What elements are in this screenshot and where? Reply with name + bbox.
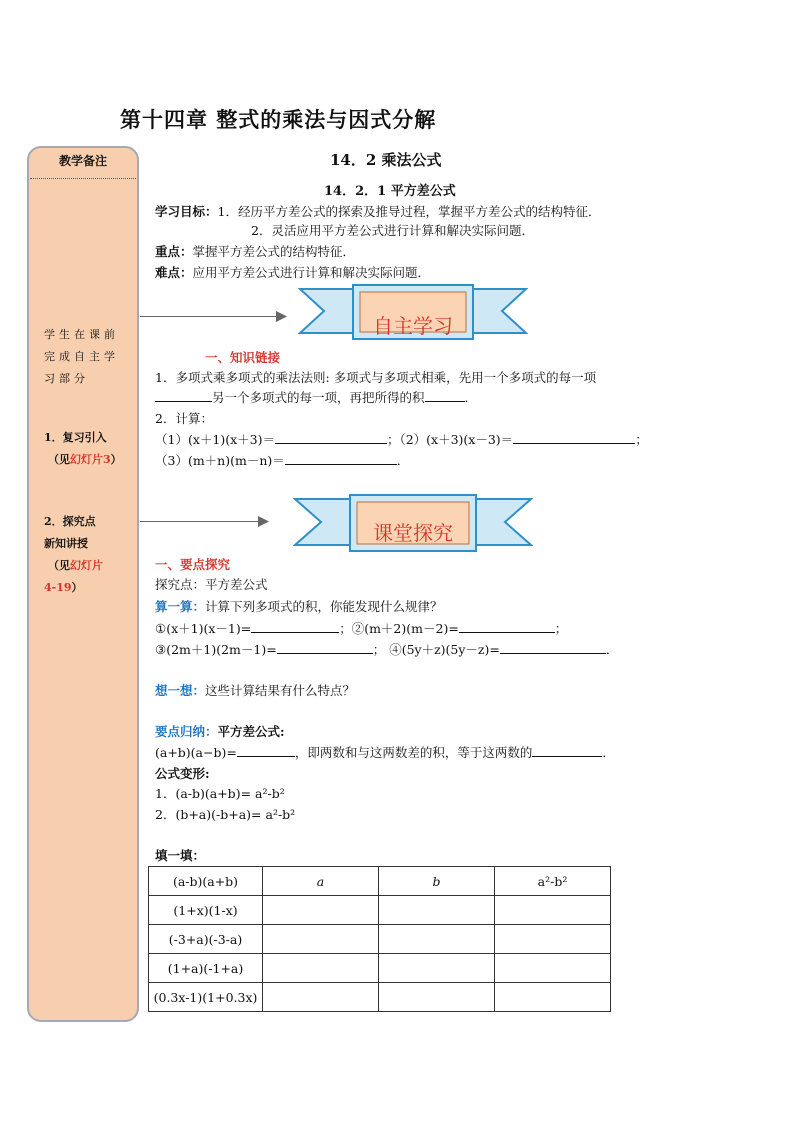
sidebar-note-line: 学生在课前 — [44, 328, 119, 341]
calc-exercise-1-2: ①(x＋1)(x－1)= ；②(m＋2)(m－2)= ； — [155, 621, 568, 636]
calc-prompt: 算一算：计算下列多项式的积，你能发现什么规律？ — [155, 599, 443, 614]
table-cell[interactable] — [263, 954, 379, 983]
think-prompt: 想一想：这些计算结果有什么特点？ — [155, 683, 356, 698]
table-cell[interactable] — [263, 983, 379, 1012]
subsection-title: 14．2．1 平方差公式 — [324, 184, 456, 199]
section-title: 14．2 乘法公式 — [330, 151, 442, 169]
explore-heading: 一、要点探究 — [155, 557, 231, 572]
difficult-point: 难点：应用平方差公式进行计算和解决实际问题． — [155, 265, 431, 280]
arrow-line — [140, 316, 280, 317]
key-point: 重点：掌握平方差公式的结构特征． — [155, 244, 356, 259]
banner-class-explore: 课堂探究 — [373, 521, 453, 545]
learning-goal-1: 学习目标：1．经历平方差公式的探索及推导过程，掌握平方差公式的结构特征． — [155, 204, 601, 219]
sidebar-heading: 教学备注 — [58, 154, 107, 168]
calc-exercise-3-4: ③(2m＋1)(2m－1)= ； ④(5y＋z)(5y－z)= ． — [155, 642, 619, 657]
sidebar-step2-title: 2．探究点 — [44, 515, 96, 528]
fill-label: 填一填： — [155, 848, 206, 863]
arrow-line — [140, 521, 262, 522]
sidebar-step2-sub: 新知讲授 — [44, 537, 88, 550]
calc-1-2: （1）(x＋1)(x＋3)＝ ；（2）(x＋3)(x－3)＝ ； — [155, 432, 648, 447]
sidebar-step1-title: 1．复习引入 — [44, 431, 107, 444]
table-cell[interactable] — [379, 954, 495, 983]
table-cell[interactable] — [379, 925, 495, 954]
table-row-expression: (1+x)(1-x) — [149, 896, 263, 925]
table-header-cell: b — [379, 867, 495, 896]
sidebar-note-line: 习部分 — [44, 372, 89, 385]
question-2-label: 2．计算： — [155, 411, 213, 426]
sidebar-step2-ref-range: 4-19） — [44, 581, 83, 594]
calc-3: （3）(m＋n)(m－n)＝ ． — [155, 453, 410, 468]
banner-self-study: 自主学习 — [373, 314, 453, 338]
table-header-cell: (a-b)(a+b) — [149, 867, 263, 896]
sidebar-note-line: 完成自主学 — [44, 350, 119, 363]
table-row — [149, 954, 611, 983]
question-1-line: 1．多项式乘多项式的乘法法则: 多项式与多项式相乘，先用一个多项式的每一项 — [155, 370, 597, 385]
table-cell[interactable] — [495, 896, 611, 925]
table-cell[interactable] — [495, 925, 611, 954]
sidebar-divider — [30, 178, 136, 179]
summary-heading: 要点归纳：平方差公式: — [155, 724, 285, 739]
table-row-expression: (0.3x-1)(1+0.3x) — [149, 983, 263, 1012]
fill-in-table — [148, 866, 611, 1012]
variant-1: 1．(a-b)(a+b)= a²-b² — [155, 786, 285, 801]
table-cell[interactable] — [263, 925, 379, 954]
variant-label: 公式变形: — [155, 766, 210, 781]
table-header-row — [149, 867, 611, 896]
knowledge-heading: 一、知识链接 — [205, 350, 281, 365]
table-row — [149, 983, 611, 1012]
sidebar-step2-ref: （见幻灯片 — [48, 559, 103, 572]
formula-line: (a+b)(a−b)= ，即两数和与这两数差的积，等于这两数的 ． — [155, 745, 615, 760]
table-cell[interactable] — [495, 954, 611, 983]
table-cell[interactable] — [379, 983, 495, 1012]
question-1-cont: 另一个多项式的每一项，再把所得的积 ． — [155, 389, 477, 407]
chapter-title: 第十四章 整式的乘法与因式分解 — [120, 107, 437, 132]
arrow-head-icon — [258, 516, 270, 527]
table-row-expression: (1+a)(-1+a) — [149, 954, 263, 983]
table-cell[interactable] — [263, 896, 379, 925]
learning-goal-2: 2．灵活应用平方差公式进行计算和解决实际问题． — [251, 223, 534, 238]
explore-point: 探究点：平方差公式 — [155, 577, 268, 592]
variant-2: 2．(b+a)(-b+a)= a²-b² — [155, 807, 296, 822]
table-row — [149, 896, 611, 925]
table-row — [149, 925, 611, 954]
table-row-expression: (-3+a)(-3-a) — [149, 925, 263, 954]
arrow-head-icon — [276, 311, 288, 322]
table-header-cell: a²-b² — [495, 867, 611, 896]
table-cell[interactable] — [379, 896, 495, 925]
sidebar-step1-ref: （见幻灯片3） — [48, 453, 122, 466]
table-header-cell: a — [263, 867, 379, 896]
table-cell[interactable] — [495, 983, 611, 1012]
